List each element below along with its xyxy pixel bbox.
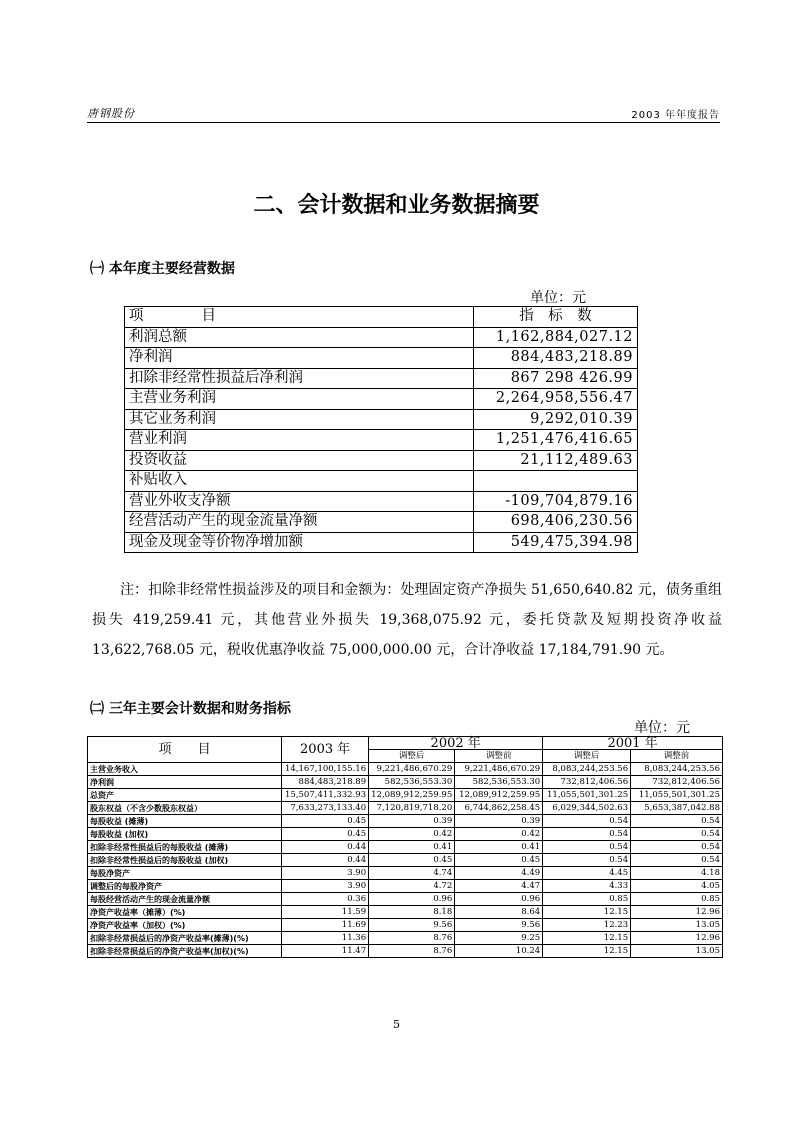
table-row xyxy=(88,893,723,906)
table-row xyxy=(125,532,638,553)
row-value-v2001a: 0.54 xyxy=(543,841,631,854)
row-item: 调整后的每股净资产 xyxy=(88,880,282,893)
row-value-v2003: 0.36 xyxy=(282,893,369,906)
row-value-v2002b: 6,744,862,258.45 xyxy=(455,802,543,815)
row-value-v2002a: 12,089,912,259.95 xyxy=(369,789,455,802)
row-value-v2001a: 4.33 xyxy=(543,880,631,893)
row-value-v2001b: 13.05 xyxy=(631,945,723,958)
column-header-2001-unadjusted: 调整前 xyxy=(631,750,723,763)
row-value-v2002a: 582,536,553.30 xyxy=(369,776,455,789)
row-value-v2001a: 6,029,344,502.63 xyxy=(543,802,631,815)
row-value-v2003: 11.47 xyxy=(282,945,369,958)
row-value-v2001b: 13.05 xyxy=(631,919,723,932)
column-header-2002-unadjusted: 调整前 xyxy=(455,750,543,763)
row-value-v2001a: 0.54 xyxy=(543,828,631,841)
row-value: -109,704,879.16 xyxy=(474,491,638,512)
row-value-v2002b: 0.39 xyxy=(455,815,543,828)
row-value-v2001a: 12.15 xyxy=(543,906,631,919)
row-value-v2002b: 0.96 xyxy=(455,893,543,906)
column-header-2003: 2003 年 xyxy=(282,737,369,763)
row-value-v2003: 11.69 xyxy=(282,919,369,932)
section1-heading: ㈠ 本年度主要经营数据 xyxy=(90,261,235,277)
row-value-v2002a: 0.39 xyxy=(369,815,455,828)
row-value-v2003: 0.45 xyxy=(282,828,369,841)
row-value-v2002a: 0.45 xyxy=(369,854,455,867)
column-header-item: 项 目 xyxy=(125,307,474,328)
column-header-2001: 2001 年 xyxy=(543,737,723,750)
row-item: 净利润 xyxy=(125,348,474,369)
row-value-v2002a: 4.72 xyxy=(369,880,455,893)
table-row xyxy=(88,906,723,919)
table-header-row xyxy=(125,307,638,328)
row-item: 现金及现金等价物净增加额 xyxy=(125,532,474,553)
row-value: 549,475,394.98 xyxy=(474,532,638,553)
row-value-v2003: 11.59 xyxy=(282,906,369,919)
row-value: 21,112,489.63 xyxy=(474,450,638,471)
row-value-v2001a: 4.45 xyxy=(543,867,631,880)
row-value-v2001a: 0.85 xyxy=(543,893,631,906)
row-value-v2001b: 4.18 xyxy=(631,867,723,880)
table-row xyxy=(125,450,638,471)
row-value-v2002b: 10.24 xyxy=(455,945,543,958)
table-row xyxy=(125,512,638,533)
row-item: 每股经营活动产生的现金流量净额 xyxy=(88,893,282,906)
table-row xyxy=(88,932,723,945)
row-value-v2001b: 732,812,406.56 xyxy=(631,776,723,789)
row-value-v2002a: 0.41 xyxy=(369,841,455,854)
table-row xyxy=(88,867,723,880)
table-row xyxy=(125,409,638,430)
column-header-2001-adjusted: 调整后 xyxy=(543,750,631,763)
row-value-v2001a: 732,812,406.56 xyxy=(543,776,631,789)
row-value-v2003: 14,167,100,155.16 xyxy=(282,763,369,776)
page-header xyxy=(87,103,720,123)
row-value-v2002b: 0.41 xyxy=(455,841,543,854)
section2-unit: 单位：元 xyxy=(634,720,690,736)
row-value-v2002b: 0.45 xyxy=(455,854,543,867)
table-row xyxy=(88,828,723,841)
note-paragraph xyxy=(92,575,722,665)
table-row xyxy=(125,471,638,492)
row-value-v2002b: 0.42 xyxy=(455,828,543,841)
table-row xyxy=(125,348,638,369)
table-row xyxy=(125,430,638,451)
table-row xyxy=(88,945,723,958)
table-header-row xyxy=(88,737,723,750)
row-value-v2002a: 4.74 xyxy=(369,867,455,880)
row-value-v2002b: 9,221,486,670.29 xyxy=(455,763,543,776)
report-title: 2003 年年度报告 xyxy=(631,110,720,121)
row-item: 营业利润 xyxy=(125,430,474,451)
row-value-v2002a: 7,120,819,718.20 xyxy=(369,802,455,815)
row-item: 扣除非经常性损益后净利润 xyxy=(125,368,474,389)
table-row xyxy=(88,880,723,893)
row-value-v2001b: 0.54 xyxy=(631,815,723,828)
table-row xyxy=(125,327,638,348)
row-value-v2001a: 12.23 xyxy=(543,919,631,932)
row-value-v2002a: 8.18 xyxy=(369,906,455,919)
row-value: 867 298 426.99 xyxy=(474,368,638,389)
table-row xyxy=(88,802,723,815)
row-value-v2001b: 0.85 xyxy=(631,893,723,906)
row-item: 补贴收入 xyxy=(125,471,474,492)
column-header-2002-adjusted: 调整后 xyxy=(369,750,455,763)
column-header-2002: 2002 年 xyxy=(369,737,543,750)
section1-unit: 单位：元 xyxy=(530,290,586,306)
row-value-v2002a: 0.96 xyxy=(369,893,455,906)
row-value-v2001a: 12.15 xyxy=(543,932,631,945)
row-item: 投资收益 xyxy=(125,450,474,471)
row-item: 主营业务收入 xyxy=(88,763,282,776)
row-value-v2002b: 582,536,553.30 xyxy=(455,776,543,789)
table-row xyxy=(88,776,723,789)
row-item: 营业外收支净额 xyxy=(125,491,474,512)
row-value-v2003: 884,483,218.89 xyxy=(282,776,369,789)
row-value-v2003: 3.90 xyxy=(282,867,369,880)
page-number: 5 xyxy=(393,1018,400,1031)
row-value-v2001b: 0.54 xyxy=(631,828,723,841)
row-item: 扣除非经常损益后的净资产收益率(加权)(%) xyxy=(88,945,282,958)
row-item: 净资产收益率（加权）(%) xyxy=(88,919,282,932)
row-value-v2001a: 8,083,244,253.56 xyxy=(543,763,631,776)
row-value-v2001b: 12.96 xyxy=(631,932,723,945)
row-item: 股东权益（不含少数股东权益） xyxy=(88,802,282,815)
row-value-v2001b: 5,653,387,042.88 xyxy=(631,802,723,815)
row-value xyxy=(474,471,638,492)
row-item: 经营活动产生的现金流量净额 xyxy=(125,512,474,533)
table-row xyxy=(88,854,723,867)
table-row xyxy=(88,789,723,802)
row-value-v2003: 11.36 xyxy=(282,932,369,945)
row-value-v2001b: 11,055,501,301.25 xyxy=(631,789,723,802)
row-value-v2002b: 12,089,912,259.95 xyxy=(455,789,543,802)
row-value: 9,292,010.39 xyxy=(474,409,638,430)
row-value-v2003: 15,507,411,332.93 xyxy=(282,789,369,802)
row-value-v2002a: 8.76 xyxy=(369,932,455,945)
row-value-v2001b: 4.05 xyxy=(631,880,723,893)
row-item: 每股净资产 xyxy=(88,867,282,880)
row-item: 主营业务利润 xyxy=(125,389,474,410)
row-item: 总资产 xyxy=(88,789,282,802)
row-item: 每股收益 (加权) xyxy=(88,828,282,841)
operating-data-table xyxy=(124,306,638,553)
row-item: 每股收益 (摊薄) xyxy=(88,815,282,828)
row-value-v2001a: 12.15 xyxy=(543,945,631,958)
table-row xyxy=(125,491,638,512)
section2-heading: ㈡ 三年主要会计数据和财务指标 xyxy=(90,701,291,717)
row-item: 扣除非经常性损益后的每股收益 (加权) xyxy=(88,854,282,867)
row-value-v2003: 0.44 xyxy=(282,854,369,867)
row-value-v2001b: 0.54 xyxy=(631,854,723,867)
row-value-v2001b: 12.96 xyxy=(631,906,723,919)
row-value-v2003: 0.44 xyxy=(282,841,369,854)
column-header-item: 项 目 xyxy=(88,737,282,763)
row-value: 698,406,230.56 xyxy=(474,512,638,533)
note-text: 注：扣除非经常性损益涉及的项目和金额为：处理固定资产净损失 51,650,640.82 元，债务重组损失 419,259.41 元，其他营业外损失 19,368,075.92 元，委托贷款及短期投资净收益 13,622,768.05 元，税收优惠净收益 75,000,000.00 元，合计净收益 17,184,791.90 元。 xyxy=(92,582,722,658)
row-value-v2002a: 0.42 xyxy=(369,828,455,841)
row-item: 扣除非经常性损益后的每股收益 (摊薄) xyxy=(88,841,282,854)
row-value-v2001b: 0.54 xyxy=(631,841,723,854)
row-value-v2002a: 8.76 xyxy=(369,945,455,958)
row-value-v2001a: 0.54 xyxy=(543,815,631,828)
page-title: 二、会计数据和业务数据摘要 xyxy=(253,193,540,218)
three-year-data-table xyxy=(87,736,723,958)
row-value-v2002a: 9,221,486,670.29 xyxy=(369,763,455,776)
row-value-v2002b: 4.47 xyxy=(455,880,543,893)
row-value-v2002b: 4.49 xyxy=(455,867,543,880)
table-row xyxy=(88,919,723,932)
row-value: 1,162,884,027.12 xyxy=(474,327,638,348)
row-value-v2001a: 11,055,501,301.25 xyxy=(543,789,631,802)
row-value-v2003: 0.45 xyxy=(282,815,369,828)
row-value-v2003: 7,633,273,133.40 xyxy=(282,802,369,815)
column-header-value: 指 标 数 xyxy=(474,307,638,328)
table-row xyxy=(88,841,723,854)
row-value: 1,251,476,416.65 xyxy=(474,430,638,451)
row-item: 净资产收益率（摊薄）(%) xyxy=(88,906,282,919)
row-item: 扣除非经常损益后的净资产收益率(摊薄)(%) xyxy=(88,932,282,945)
row-value-v2001a: 0.54 xyxy=(543,854,631,867)
table-row xyxy=(88,763,723,776)
row-item: 净利润 xyxy=(88,776,282,789)
row-item: 利润总额 xyxy=(125,327,474,348)
row-value: 2,264,958,556.47 xyxy=(474,389,638,410)
row-value-v2003: 3.90 xyxy=(282,880,369,893)
row-value: 884,483,218.89 xyxy=(474,348,638,369)
company-name: 唐钢股份 xyxy=(87,107,135,120)
row-value-v2001b: 8,083,244,253.56 xyxy=(631,763,723,776)
row-value-v2002b: 8.64 xyxy=(455,906,543,919)
table-row xyxy=(125,389,638,410)
row-value-v2002a: 9.56 xyxy=(369,919,455,932)
table-row xyxy=(88,815,723,828)
row-item: 其它业务利润 xyxy=(125,409,474,430)
row-value-v2002b: 9.56 xyxy=(455,919,543,932)
row-value-v2002b: 9.25 xyxy=(455,932,543,945)
table-row xyxy=(125,368,638,389)
